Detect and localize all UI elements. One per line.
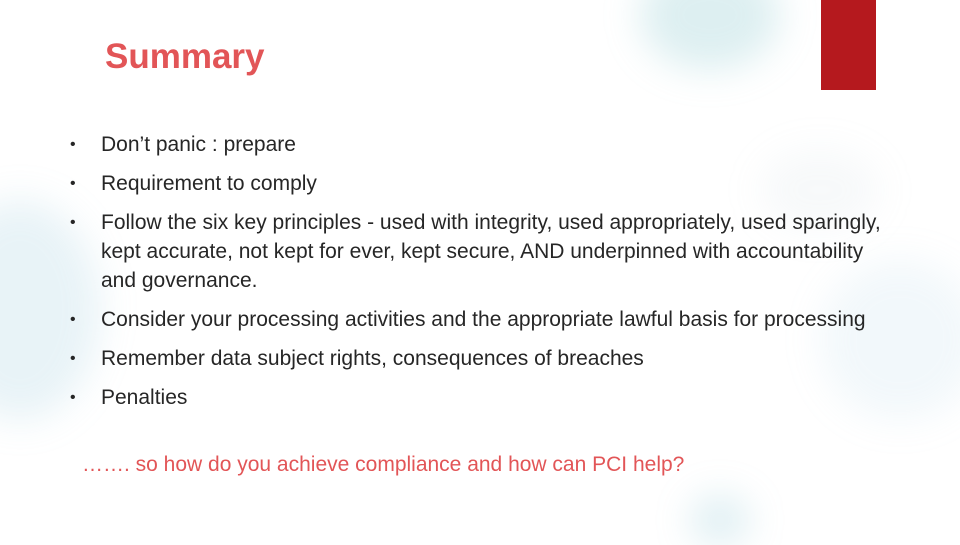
bullet-marker: • bbox=[70, 136, 76, 153]
bullet-item bbox=[70, 208, 882, 295]
bullet-marker: • bbox=[70, 311, 76, 328]
bullet-text: Follow the six key principles - used with integrity, used appropriately, used sparingly, kept accurate, not kept for ever, kept secure, AND underpinned with accountability and governance. bbox=[101, 211, 881, 292]
bullet-item bbox=[70, 344, 882, 373]
bullet-item bbox=[70, 169, 882, 198]
bullet-item bbox=[70, 305, 882, 334]
bullet-item bbox=[70, 383, 882, 412]
bullet-item bbox=[70, 130, 882, 159]
bullet-marker: • bbox=[70, 350, 76, 367]
bullet-marker: • bbox=[70, 214, 76, 231]
slide-title: Summary bbox=[105, 37, 265, 76]
background-decoration bbox=[690, 495, 750, 545]
accent-bar bbox=[821, 0, 876, 90]
bullet-marker: • bbox=[70, 175, 76, 192]
bullet-text: Consider your processing activities and the appropriate lawful basis for processing bbox=[101, 308, 866, 331]
bullet-text: Requirement to comply bbox=[101, 172, 317, 195]
background-decoration bbox=[640, 0, 780, 70]
bullet-list bbox=[70, 130, 882, 412]
bullet-marker: • bbox=[70, 389, 76, 406]
bullet-text: Remember data subject rights, consequences of breaches bbox=[101, 347, 644, 370]
bullet-text: Don’t panic : prepare bbox=[101, 133, 296, 156]
closing-question: ……. so how do you achieve compliance and how can PCI help? bbox=[82, 453, 685, 476]
bullet-text: Penalties bbox=[101, 386, 188, 409]
